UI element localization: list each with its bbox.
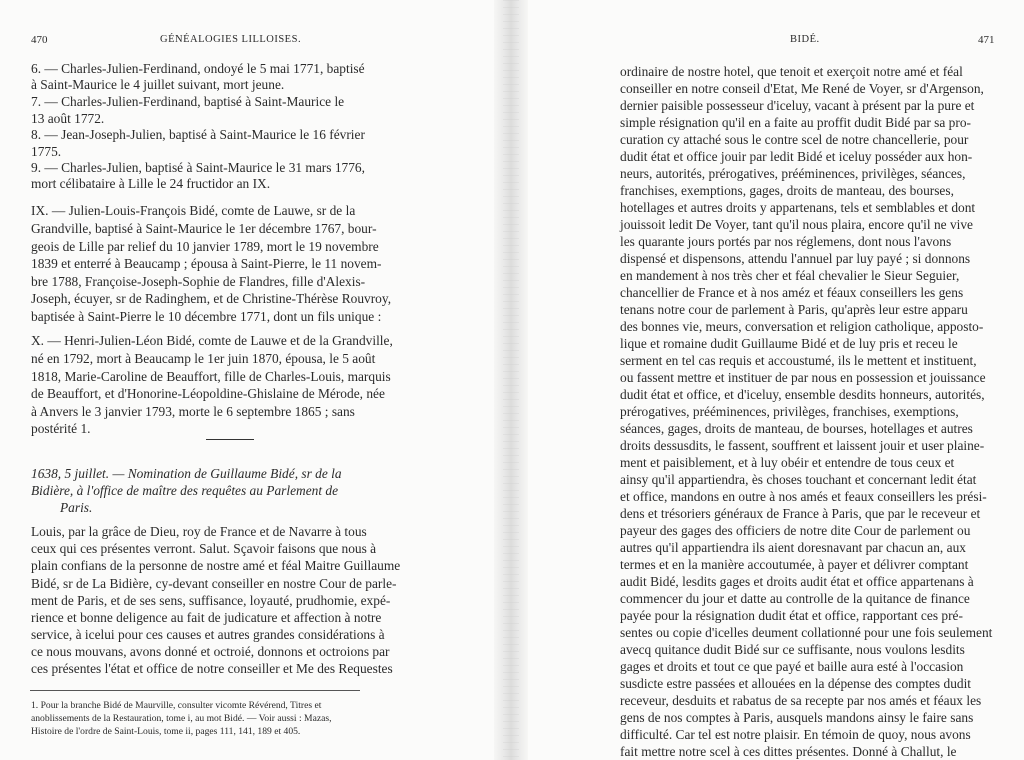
text-line: 1638, 5 juillet. — Nomination de Guillaume Bidé, sr de la — [31, 466, 342, 481]
right-running-head: BIDÉ. — [790, 34, 820, 45]
text-line: fait mettre notre scel à ces dittes présentes. Donné à Challut, le — [620, 744, 957, 759]
text-line: susdicte estre passées et allouées en la dépense des comptes dudit — [620, 676, 972, 691]
text-line: commencer du jour et datte au controlle de la quitance de finance — [620, 591, 970, 606]
text-line: en mandement à nos très cher et féal chevalier le Sieur Seguier, — [620, 268, 960, 283]
text-line: dispensé et dispensons, attendu l'annuel par luy payé ; si donnons — [620, 251, 971, 266]
text-line: serment en tel cas requis et accoustumé, ils le mettent et instituent, — [620, 353, 977, 368]
text-line: autres qu'il appartiendra ils aient doresnavant par chacun an, aux — [620, 540, 966, 555]
left-page — [0, 0, 494, 760]
text-line: de Beauffort, et d'Honorine-Léopoldine-Ghislaine de Mérode, née — [31, 386, 385, 401]
text-line: difficulté. Car tel est notre plaisir. En témoin de quoy, nous avons — [620, 727, 971, 742]
text-line: ordinaire de nostre hotel, que tenoit et exerçoit notre amé et féal — [620, 64, 963, 79]
right-page-number: 471 — [978, 34, 995, 46]
text-line: simple résignation qu'il en a faite au proffit dudit Bidé par sa pro- — [620, 115, 971, 130]
text-line: hotellages et autres droits y appartenans, tels et semblables et dont — [620, 200, 976, 215]
text-line: et office, mandons en outre à nos amés et feaux conseillers les prési- — [620, 489, 987, 504]
text-line: dens et trésoriers généraux de France à Paris, que par le receveur et — [620, 506, 981, 521]
text-line: 1775. — [31, 144, 62, 159]
text-line: ceux qui ces présentes verront. Salut. Sçavoir faisons que nous à — [31, 541, 377, 556]
text-line: 7. — Charles-Julien-Ferdinand, baptisé à Saint-Maurice le — [31, 94, 345, 109]
text-line: ainsy qu'il appartiendra, ès choses touchant et concernant ledit état — [620, 472, 977, 487]
footnote-rule — [30, 690, 360, 691]
text-line: Louis, par la grâce de Dieu, roy de France et de Navarre à tous — [31, 524, 367, 539]
text-line: ment de Paris, et de ses sens, suffisance, loyauté, prudhomie, expé- — [31, 593, 391, 608]
text-line: IX. — Julien-Louis-François Bidé, comte de Lauwe, sr de la — [31, 203, 356, 218]
text-line: Paris. — [60, 500, 93, 515]
text-line: Grandville, baptisé à Saint-Maurice le 1er décembre 1767, bour- — [31, 221, 377, 236]
text-line: ces présentes l'état et office de notre conseiller et Me des Requestes — [31, 661, 393, 676]
text-line: 9. — Charles-Julien, baptisé à Saint-Maurice le 31 mars 1776, — [31, 160, 365, 175]
right-page — [528, 0, 1024, 760]
text-line: à Saint-Maurice le 4 juillet suivant, mort jeune. — [31, 77, 285, 92]
text-line: 8. — Jean-Joseph-Julien, baptisé à Saint-Maurice le 16 février — [31, 127, 365, 142]
text-line: franchises, exemptions, gages, droits de manteau, des bourses, — [620, 183, 954, 198]
text-line: gens de nos comptes à Paris, ausquels mandons ainsy le faire sans — [620, 710, 974, 725]
text-line: lique et romaine dudit Guillaume Bidé et de luy pris et receu le — [620, 336, 958, 351]
text-line: des bonnes vie, meurs, conversation et religion catholique, apposto- — [620, 319, 984, 334]
text-line: séances, gages, droits de manteau, de bourses, hotellages et autres — [620, 421, 973, 436]
text-line: postérité 1. — [31, 421, 91, 436]
text-line: 6. — Charles-Julien-Ferdinand, ondoyé le 5 mai 1771, baptisé — [31, 61, 365, 76]
text-line: baptisée à Saint-Pierre le 10 décembre 1771, dont un fils unique : — [31, 309, 382, 324]
text-line: curation cy attaché sous le contre scel de notre chancellerie, pour — [620, 132, 969, 147]
text-line: 1839 et enterré à Beaucamp ; épousa à Saint-Pierre, le 11 novem- — [31, 256, 382, 271]
text-line: les quarante jours portés par nos réglemens, dont nous l'avons — [620, 234, 952, 249]
text-line: dernier paisible possesseur d'iceluy, vacant à présent par la pure et — [620, 98, 975, 113]
gutter-shadow — [503, 0, 519, 760]
text-line: Joseph, écuyer, sr de Radinghem, et de Christine-Thérèse Rouvroy, — [31, 291, 392, 306]
text-line: neurs, autorités, prérogatives, prééminences, privilèges, séances, — [620, 166, 966, 181]
text-line: né en 1792, mort à Beaucamp le 1er juin 1870, épousa, le 5 août — [31, 351, 376, 366]
footnote-line: Histoire de l'ordre de Saint-Louis, tome ii, pages 111, 141, 189 et 405. — [31, 726, 301, 737]
text-line: ce nous mouvans, avons donné et octroié, donnons et octroions par — [31, 644, 390, 659]
text-line: geois de Lille par relief du 10 janvier 1789, mort le 19 novembre — [31, 239, 379, 254]
text-line: Bidé, sr de La Bidière, cy-devant conseiller en nostre Cour de parle- — [31, 576, 397, 591]
text-line: gages et droits et tout ce que payé et baille aura esté à l'occasion — [620, 659, 964, 674]
text-line: audit Bidé, lesdits gages et droits audit état et office appartenans à — [620, 574, 974, 589]
text-line: avecq quitance dudit Bidé sur ce suffisante, nous voulons lesdits — [620, 642, 965, 657]
text-line: plain confians de la personne de nostre amé et féal Maitre Guillaume — [31, 558, 401, 573]
text-line: receveur, desduits et rabatus de sa recepte par nos amés et féaux les — [620, 693, 982, 708]
text-line: termes et en la manière accoutumée, à payer et délivrer comptant — [620, 557, 969, 572]
text-line: dudit état et office, et d'iceluy, ensemble desdits honneurs, autorités, — [620, 387, 985, 402]
text-line: bre 1788, Françoise-Joseph-Sophie de Flandres, fille d'Alexis- — [31, 274, 366, 289]
footnote-line: anoblissements de la Restauration, tome i, au mot Bidé. — Voir aussi : Mazas, — [31, 713, 332, 724]
text-line: mort célibataire à Lille le 24 fructidor an IX. — [31, 176, 271, 191]
text-line: dudit état et office jouir par ledit Bidé et iceluy posséder aux hon- — [620, 149, 973, 164]
left-running-head: GÉNÉALOGIES LILLOISES. — [160, 34, 302, 45]
text-line: payeur des gages des officiers de notre dite Cour de parlement ou — [620, 523, 971, 538]
text-line: prérogatives, prééminences, privilèges, franchises, exemptions, — [620, 404, 959, 419]
text-line: droits dessusdits, le fassent, souffrent et laissent jouir et user plaine- — [620, 438, 985, 453]
text-line: chancellier de France et à nos améz et féaux conseillers les gens — [620, 285, 964, 300]
left-page-number: 470 — [31, 34, 48, 46]
text-line: Bidière, à l'office de maître des requêtes au Parlement de — [31, 483, 339, 498]
text-line: ou fassent mettre et instituer de par nous en possession et jouissance — [620, 370, 986, 385]
text-line: à Anvers le 3 janvier 1793, morte le 6 septembre 1865 ; sans — [31, 404, 355, 419]
text-line: jouissoit ledit De Voyer, tant qu'il nous plaira, encore qu'il ne vive — [620, 217, 973, 232]
footnote-line: 1. Pour la branche Bidé de Maurville, consulter vicomte Révérend, Titres et — [31, 700, 322, 711]
text-line: conseiller en notre conseil d'Etat, Me René de Voyer, sr d'Argenson, — [620, 81, 984, 96]
text-line: ment et paisiblement, et à luy obéir et entendre de tous ceux et — [620, 455, 955, 470]
text-line: sentes ou copie d'icelles deument collationné pour une fois seulement — [620, 625, 993, 640]
text-line: 13 août 1772. — [31, 111, 105, 126]
text-line: tenans notre cour de parlement à Paris, qu'après leur estre apparu — [620, 302, 968, 317]
text-line: rience et bonne deligence au fait de judicature et affection à notre — [31, 610, 382, 625]
text-line: X. — Henri-Julien-Léon Bidé, comte de Lauwe et de la Grandville, — [31, 333, 393, 348]
text-line: 1818, Marie-Caroline de Beauffort, fille de Charles-Louis, marquis — [31, 369, 391, 384]
section-divider — [206, 439, 254, 440]
text-line: payée pour la résignation dudit état et office, rapportant ces pré- — [620, 608, 963, 623]
text-line: service, à icelui pour ces causes et autres grandes considérations à — [31, 627, 385, 642]
